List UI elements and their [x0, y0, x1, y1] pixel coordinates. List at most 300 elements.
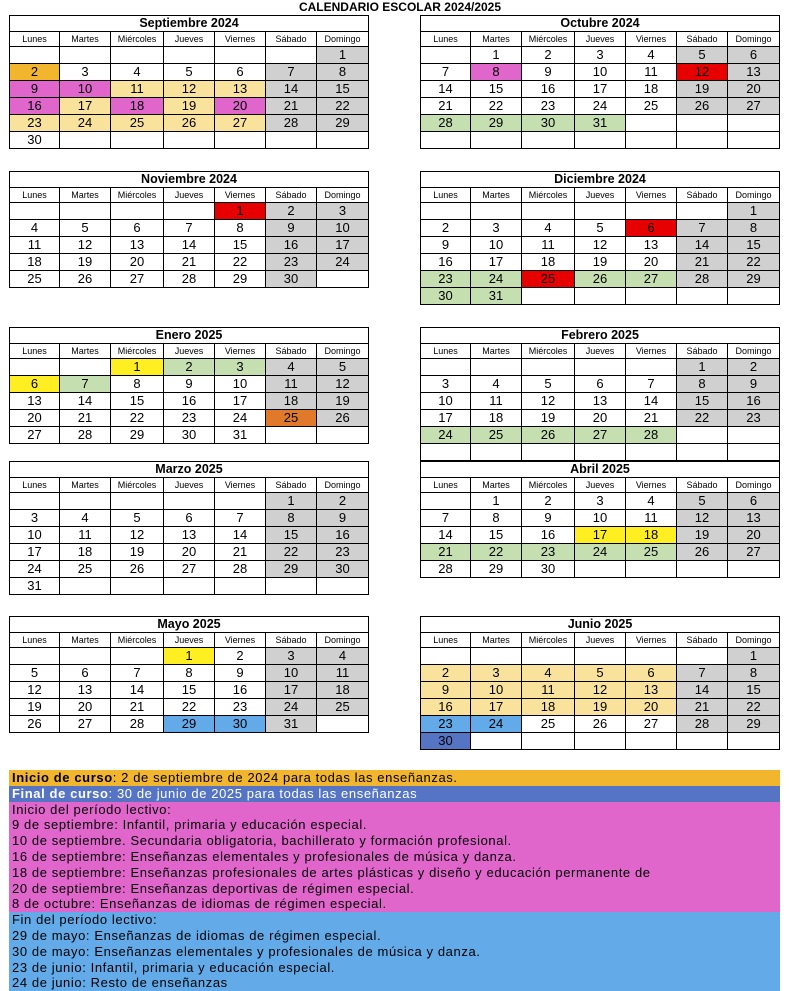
day-cell: 21 — [677, 254, 728, 271]
empty-cell — [471, 733, 522, 750]
weekday-header: Jueves — [164, 633, 215, 648]
day-cell: 2 — [522, 493, 575, 510]
legend-final-text: : 30 de junio de 2025 para todas las enseñanzas — [108, 785, 418, 801]
day-cell: 11 — [317, 665, 369, 682]
day-cell: 7 — [215, 510, 266, 527]
day-cell: 14 — [677, 237, 728, 254]
day-cell: 18 — [266, 393, 317, 410]
day-cell: 22 — [677, 410, 728, 427]
day-cell: 21 — [111, 699, 164, 716]
day-cell: 14 — [164, 237, 215, 254]
empty-cell — [60, 493, 111, 510]
day-cell: 21 — [266, 98, 317, 115]
day-cell: 14 — [215, 527, 266, 544]
day-cell: 4 — [522, 220, 575, 237]
day-cell: 24 — [266, 699, 317, 716]
day-cell: 5 — [60, 220, 111, 237]
month-calendar — [9, 15, 369, 149]
day-cell: 5 — [575, 220, 626, 237]
empty-cell — [728, 733, 780, 750]
day-cell: 16 — [421, 699, 471, 716]
day-cell: 11 — [266, 376, 317, 393]
day-cell: 2 — [266, 203, 317, 220]
weekday-header: Jueves — [164, 344, 215, 359]
day-cell: 14 — [677, 682, 728, 699]
day-cell: 8 — [317, 64, 369, 81]
weekday-header: Miércoles — [111, 478, 164, 493]
day-cell: 31 — [266, 716, 317, 733]
day-cell: 10 — [471, 237, 522, 254]
legend — [9, 770, 780, 991]
day-cell: 1 — [728, 648, 780, 665]
day-cell: 3 — [266, 648, 317, 665]
day-cell: 4 — [522, 665, 575, 682]
day-cell: 5 — [317, 359, 369, 376]
day-cell: 26 — [677, 98, 728, 115]
day-cell: 29 — [728, 716, 780, 733]
empty-cell — [317, 578, 369, 595]
day-cell: 9 — [10, 81, 60, 98]
day-cell: 27 — [575, 427, 626, 444]
day-cell: 17 — [215, 393, 266, 410]
month-calendar — [9, 461, 369, 595]
day-cell: 8 — [728, 665, 780, 682]
day-cell: 25 — [471, 427, 522, 444]
day-cell: 20 — [60, 699, 111, 716]
weekday-header: Sábado — [677, 32, 728, 47]
weekday-header: Lunes — [421, 478, 471, 493]
day-cell: 14 — [60, 393, 111, 410]
weekday-header: Miércoles — [522, 32, 575, 47]
day-cell: 4 — [626, 493, 677, 510]
day-cell: 2 — [421, 665, 471, 682]
day-cell: 28 — [421, 115, 471, 132]
day-cell: 3 — [317, 203, 369, 220]
day-cell: 24 — [421, 427, 471, 444]
legend-final — [9, 786, 780, 802]
day-cell: 9 — [164, 376, 215, 393]
day-cell: 4 — [626, 47, 677, 64]
day-cell: 7 — [266, 64, 317, 81]
legend-final-label: Final de curso — [12, 785, 109, 801]
legend-lectivo-line: 9 de septiembre: Infantil, primaria y educación especial. — [12, 817, 368, 833]
empty-cell — [266, 47, 317, 64]
weekday-header: Domingo — [728, 344, 780, 359]
day-cell: 25 — [626, 98, 677, 115]
day-cell: 19 — [111, 544, 164, 561]
day-cell: 7 — [677, 220, 728, 237]
day-cell: 12 — [575, 237, 626, 254]
day-cell: 4 — [111, 64, 164, 81]
weekday-header: Martes — [60, 478, 111, 493]
weekday-header: Miércoles — [111, 633, 164, 648]
day-cell: 15 — [317, 81, 369, 98]
weekday-header: Martes — [471, 344, 522, 359]
day-cell: 31 — [215, 427, 266, 444]
empty-cell — [60, 578, 111, 595]
weekday-header: Domingo — [317, 633, 369, 648]
empty-cell — [575, 132, 626, 149]
day-cell: 7 — [60, 376, 111, 393]
day-cell: 1 — [317, 47, 369, 64]
day-cell: 19 — [164, 98, 215, 115]
day-cell: 2 — [522, 47, 575, 64]
weekday-header: Jueves — [575, 633, 626, 648]
day-cell: 9 — [522, 510, 575, 527]
day-cell: 10 — [266, 665, 317, 682]
weekday-header: Domingo — [317, 32, 369, 47]
day-cell: 13 — [10, 393, 60, 410]
weekday-header: Jueves — [164, 32, 215, 47]
day-cell: 29 — [471, 561, 522, 578]
day-cell: 19 — [575, 699, 626, 716]
weekday-header: Domingo — [317, 478, 369, 493]
day-cell: 3 — [471, 665, 522, 682]
empty-cell — [111, 132, 164, 149]
day-cell: 20 — [728, 81, 780, 98]
empty-cell — [677, 444, 728, 461]
day-cell: 19 — [677, 527, 728, 544]
day-cell: 14 — [266, 81, 317, 98]
weekday-header: Lunes — [10, 188, 60, 203]
day-cell: 27 — [728, 98, 780, 115]
weekday-header: Domingo — [728, 32, 780, 47]
day-cell: 13 — [575, 393, 626, 410]
day-cell: 11 — [111, 81, 164, 98]
day-cell: 16 — [522, 81, 575, 98]
day-cell: 8 — [677, 376, 728, 393]
empty-cell — [421, 444, 471, 461]
day-cell: 27 — [215, 115, 266, 132]
day-cell: 19 — [10, 699, 60, 716]
day-cell: 5 — [677, 493, 728, 510]
empty-cell — [471, 648, 522, 665]
day-cell: 10 — [60, 81, 111, 98]
day-cell: 16 — [522, 527, 575, 544]
empty-cell — [421, 132, 471, 149]
day-cell: 22 — [317, 98, 369, 115]
day-cell: 20 — [215, 98, 266, 115]
legend-fin-line: 23 de junio: Infantil, primaria y educación especial. — [12, 959, 336, 975]
empty-cell — [266, 578, 317, 595]
day-cell: 23 — [317, 544, 369, 561]
empty-cell — [728, 115, 780, 132]
weekday-header: Miércoles — [111, 188, 164, 203]
day-cell: 26 — [575, 271, 626, 288]
day-cell: 5 — [522, 376, 575, 393]
day-cell: 18 — [60, 544, 111, 561]
day-cell: 10 — [575, 64, 626, 81]
day-cell: 13 — [626, 237, 677, 254]
day-cell: 3 — [60, 64, 111, 81]
day-cell: 13 — [626, 682, 677, 699]
empty-cell — [728, 288, 780, 305]
day-cell: 24 — [575, 98, 626, 115]
day-cell: 12 — [60, 237, 111, 254]
day-cell: 17 — [60, 98, 111, 115]
weekday-header: Lunes — [421, 188, 471, 203]
empty-cell — [575, 203, 626, 220]
day-cell: 27 — [728, 544, 780, 561]
empty-cell — [421, 359, 471, 376]
month-calendar — [420, 15, 780, 149]
day-cell: 14 — [421, 81, 471, 98]
day-cell: 19 — [60, 254, 111, 271]
weekday-header: Martes — [60, 344, 111, 359]
day-cell: 30 — [421, 288, 471, 305]
day-cell: 20 — [10, 410, 60, 427]
legend-lectivo-line: 10 de septiembre. Secundaria obligatoria, bachillerato y formación profesional. — [12, 833, 512, 849]
empty-cell — [60, 203, 111, 220]
empty-cell — [522, 132, 575, 149]
legend-lectivo-line: 18 de septiembre: Enseñanzas profesionales de artes plásticas y diseño y educación permanente de — [12, 864, 651, 880]
legend-inicio-label: Inicio de curso — [12, 770, 113, 785]
day-cell: 23 — [215, 699, 266, 716]
day-cell: 14 — [111, 682, 164, 699]
day-cell: 30 — [266, 271, 317, 288]
weekday-header: Sábado — [266, 32, 317, 47]
day-cell: 4 — [10, 220, 60, 237]
legend-fin-line: 24 de junio: Resto de enseñanzas — [12, 975, 228, 991]
empty-cell — [164, 203, 215, 220]
day-cell: 9 — [421, 237, 471, 254]
day-cell: 15 — [728, 237, 780, 254]
day-cell: 20 — [626, 699, 677, 716]
day-cell: 1 — [471, 493, 522, 510]
month-title: Diciembre 2024 — [421, 172, 780, 188]
empty-cell — [164, 47, 215, 64]
weekday-header: Jueves — [575, 344, 626, 359]
day-cell: 23 — [10, 115, 60, 132]
day-cell: 7 — [421, 64, 471, 81]
empty-cell — [728, 132, 780, 149]
day-cell: 12 — [575, 682, 626, 699]
empty-cell — [471, 132, 522, 149]
weekday-header: Martes — [471, 32, 522, 47]
day-cell: 21 — [626, 410, 677, 427]
day-cell: 10 — [10, 527, 60, 544]
empty-cell — [626, 203, 677, 220]
day-cell: 6 — [575, 376, 626, 393]
empty-cell — [728, 427, 780, 444]
empty-cell — [575, 561, 626, 578]
day-cell: 1 — [164, 648, 215, 665]
empty-cell — [626, 115, 677, 132]
empty-cell — [471, 359, 522, 376]
day-cell: 24 — [215, 410, 266, 427]
month-title: Mayo 2025 — [10, 617, 369, 633]
empty-cell — [111, 578, 164, 595]
legend-lectivo-line: Inicio del período lectivo: — [12, 801, 172, 817]
day-cell: 19 — [677, 81, 728, 98]
day-cell: 12 — [522, 393, 575, 410]
empty-cell — [10, 203, 60, 220]
weekday-header: Lunes — [421, 633, 471, 648]
day-cell: 28 — [421, 561, 471, 578]
day-cell: 29 — [728, 271, 780, 288]
day-cell: 13 — [164, 527, 215, 544]
day-cell: 18 — [522, 699, 575, 716]
day-cell: 22 — [471, 544, 522, 561]
legend-fin-line: 30 de mayo: Enseñanzas elementales y profesionales de música y danza. — [12, 943, 481, 959]
empty-cell — [522, 359, 575, 376]
day-cell: 3 — [10, 510, 60, 527]
day-cell: 7 — [677, 665, 728, 682]
month-calendar — [420, 171, 780, 305]
day-cell: 6 — [626, 665, 677, 682]
day-cell: 28 — [164, 271, 215, 288]
day-cell: 1 — [728, 203, 780, 220]
day-cell: 15 — [164, 682, 215, 699]
day-cell: 18 — [471, 410, 522, 427]
weekday-header: Sábado — [266, 188, 317, 203]
day-cell: 23 — [421, 716, 471, 733]
weekday-header: Miércoles — [522, 478, 575, 493]
empty-cell — [317, 132, 369, 149]
weekday-header: Miércoles — [522, 633, 575, 648]
day-cell: 16 — [10, 98, 60, 115]
month-title: Septiembre 2024 — [10, 16, 369, 32]
empty-cell — [60, 132, 111, 149]
day-cell: 20 — [575, 410, 626, 427]
empty-cell — [60, 359, 111, 376]
weekday-header: Miércoles — [111, 344, 164, 359]
empty-cell — [421, 47, 471, 64]
day-cell: 6 — [728, 47, 780, 64]
day-cell: 21 — [677, 699, 728, 716]
empty-cell — [111, 47, 164, 64]
day-cell: 25 — [111, 115, 164, 132]
day-cell: 20 — [111, 254, 164, 271]
empty-cell — [317, 716, 369, 733]
day-cell: 21 — [421, 98, 471, 115]
day-cell: 13 — [728, 510, 780, 527]
day-cell: 18 — [111, 98, 164, 115]
empty-cell — [677, 733, 728, 750]
day-cell: 30 — [317, 561, 369, 578]
day-cell: 25 — [522, 271, 575, 288]
day-cell: 30 — [10, 132, 60, 149]
day-cell: 11 — [522, 682, 575, 699]
empty-cell — [266, 132, 317, 149]
day-cell: 15 — [266, 527, 317, 544]
day-cell: 11 — [626, 64, 677, 81]
month-title: Abril 2025 — [421, 462, 780, 478]
weekday-header: Domingo — [728, 633, 780, 648]
legend-fin-line: 29 de mayo: Enseñanzas de idiomas de régimen especial. — [12, 927, 382, 943]
day-cell: 2 — [215, 648, 266, 665]
day-cell: 22 — [266, 544, 317, 561]
day-cell: 17 — [10, 544, 60, 561]
day-cell: 22 — [728, 699, 780, 716]
day-cell: 22 — [215, 254, 266, 271]
weekday-header: Viernes — [215, 188, 266, 203]
empty-cell — [626, 359, 677, 376]
empty-cell — [421, 493, 471, 510]
day-cell: 2 — [728, 359, 780, 376]
day-cell: 28 — [266, 115, 317, 132]
weekday-header: Martes — [60, 188, 111, 203]
weekday-header: Lunes — [10, 32, 60, 47]
month-calendar — [420, 616, 780, 750]
day-cell: 27 — [10, 427, 60, 444]
day-cell: 8 — [471, 64, 522, 81]
day-cell: 7 — [111, 665, 164, 682]
empty-cell — [471, 444, 522, 461]
page-title: CALENDARIO ESCOLAR 2024/2025 — [298, 0, 502, 14]
day-cell: 12 — [677, 510, 728, 527]
legend-inicio — [9, 770, 780, 786]
day-cell: 1 — [677, 359, 728, 376]
day-cell: 6 — [60, 665, 111, 682]
day-cell: 24 — [471, 271, 522, 288]
month-title: Enero 2025 — [10, 328, 369, 344]
day-cell: 28 — [111, 716, 164, 733]
day-cell: 28 — [677, 271, 728, 288]
empty-cell — [626, 648, 677, 665]
day-cell: 23 — [522, 544, 575, 561]
empty-cell — [575, 359, 626, 376]
day-cell: 13 — [728, 64, 780, 81]
day-cell: 11 — [10, 237, 60, 254]
day-cell: 26 — [522, 427, 575, 444]
day-cell: 17 — [266, 682, 317, 699]
day-cell: 10 — [471, 682, 522, 699]
day-cell: 15 — [471, 527, 522, 544]
empty-cell — [317, 427, 369, 444]
day-cell: 3 — [421, 376, 471, 393]
day-cell: 21 — [60, 410, 111, 427]
day-cell: 21 — [164, 254, 215, 271]
weekday-header: Jueves — [575, 32, 626, 47]
day-cell: 26 — [111, 561, 164, 578]
day-cell: 29 — [471, 115, 522, 132]
day-cell: 21 — [421, 544, 471, 561]
weekday-header: Lunes — [10, 633, 60, 648]
legend-lectivo-line: 8 de octubre: Enseñanzas de idiomas de régimen especial. — [12, 896, 387, 912]
empty-cell — [471, 203, 522, 220]
day-cell: 10 — [215, 376, 266, 393]
day-cell: 28 — [626, 427, 677, 444]
day-cell: 7 — [626, 376, 677, 393]
weekday-header: Viernes — [215, 32, 266, 47]
day-cell: 12 — [111, 527, 164, 544]
empty-cell — [522, 288, 575, 305]
empty-cell — [677, 203, 728, 220]
day-cell: 8 — [728, 220, 780, 237]
day-cell: 11 — [522, 237, 575, 254]
day-cell: 8 — [215, 220, 266, 237]
weekday-header: Viernes — [626, 344, 677, 359]
empty-cell — [215, 132, 266, 149]
empty-cell — [60, 648, 111, 665]
day-cell: 25 — [266, 410, 317, 427]
day-cell: 25 — [60, 561, 111, 578]
day-cell: 15 — [111, 393, 164, 410]
month-calendar — [9, 616, 369, 733]
day-cell: 5 — [677, 47, 728, 64]
day-cell: 10 — [575, 510, 626, 527]
day-cell: 23 — [164, 410, 215, 427]
empty-cell — [677, 648, 728, 665]
empty-cell — [215, 578, 266, 595]
day-cell: 17 — [421, 410, 471, 427]
day-cell: 8 — [266, 510, 317, 527]
day-cell: 30 — [421, 733, 471, 750]
empty-cell — [626, 561, 677, 578]
legend-lectivo-block — [9, 802, 780, 913]
day-cell: 15 — [471, 81, 522, 98]
